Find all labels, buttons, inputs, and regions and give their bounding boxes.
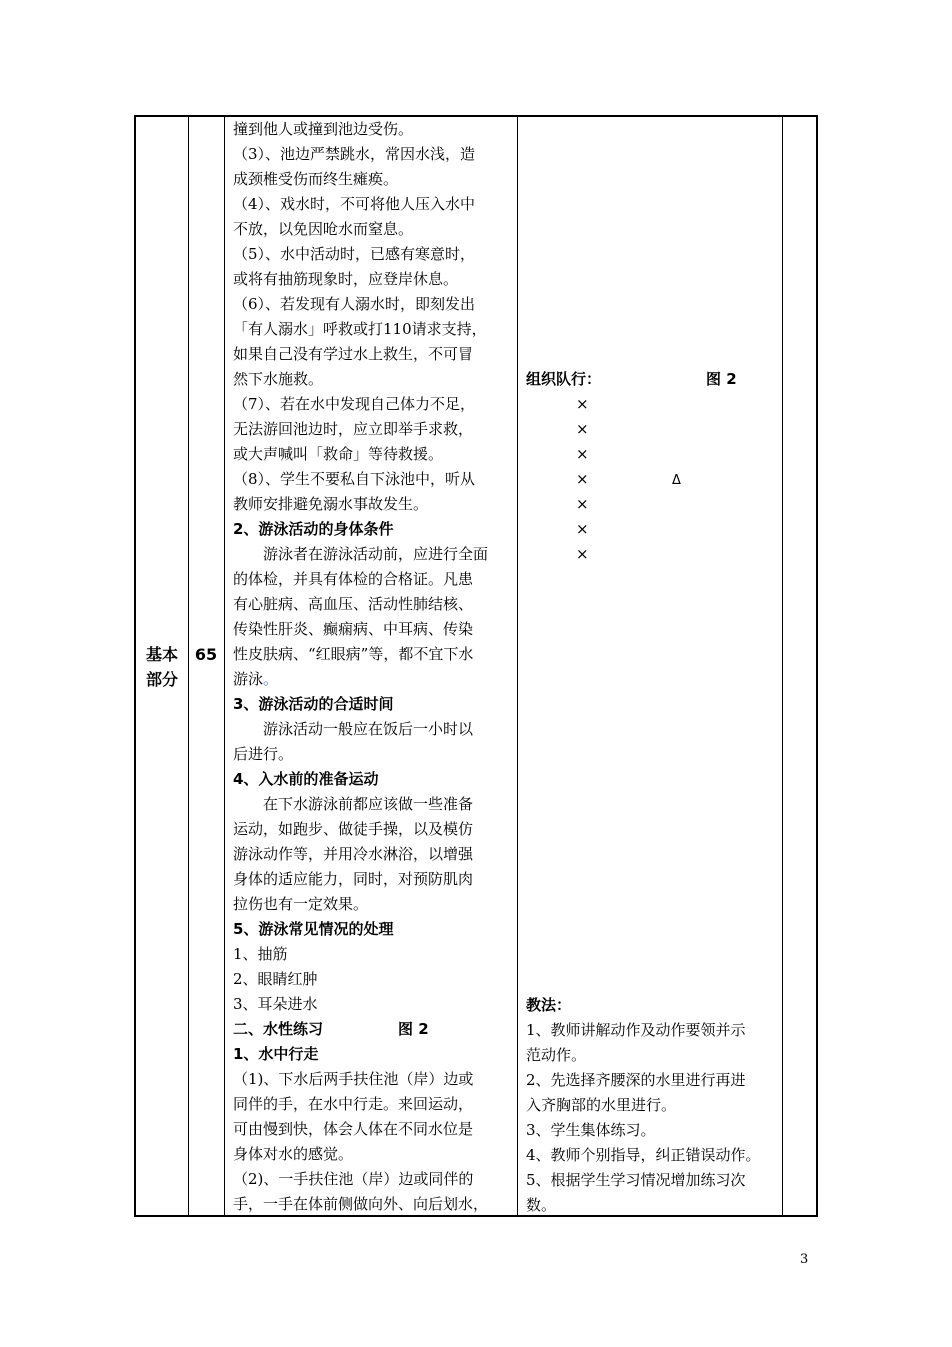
content-line (233, 1042, 488, 1067)
content-line (233, 767, 488, 792)
method-line: 数。 (526, 1196, 557, 1214)
method-line: 4、教师个别指导，纠正错误动作。 (526, 1146, 761, 1164)
content-line (233, 717, 488, 742)
content-line (233, 1117, 488, 1142)
content-line (233, 642, 488, 667)
content-text: 身体的适应能力，同时，对预防肌肉 (233, 870, 474, 888)
lesson-content (233, 117, 488, 1217)
student-marker: × (576, 395, 589, 413)
content-text: 3、耳朵进水 (233, 995, 318, 1013)
column-divider (224, 117, 225, 1215)
section-heading: 4、入水前的准备运动 (233, 770, 379, 788)
content-text: 在下水游泳前都应该做一些准备 (263, 795, 474, 813)
column-divider (782, 117, 783, 1215)
content-line (233, 942, 488, 967)
content-line (233, 1017, 488, 1042)
content-text: 或将有抽筋现象时，应登岸休息。 (233, 270, 459, 288)
content-text: 手，一手在体前侧做向外、向后划水， (233, 1195, 489, 1213)
content-line (233, 742, 488, 767)
content-text: 成颈椎受伤而终生瘫痪。 (233, 170, 399, 188)
content-text: 游泳活动一般应在饭后一小时以 (263, 720, 474, 738)
content-line (233, 1192, 488, 1217)
student-marker: × (576, 470, 589, 488)
punctuation: 。 (263, 670, 279, 688)
method-line: 1、教师讲解动作及动作要领并示 (526, 1021, 746, 1039)
content-text: 1、抽筋 (233, 945, 288, 963)
content-line (233, 467, 488, 492)
method-line: 3、学生集体练习。 (526, 1121, 656, 1139)
student-marker: × (576, 420, 589, 438)
content-line (233, 342, 488, 367)
student-marker: × (576, 545, 589, 563)
content-line (233, 592, 488, 617)
content-text: 教师安排避免溺水事故发生。 (233, 495, 429, 513)
content-text: 然下水施救。 (233, 370, 324, 388)
content-text: （6）、若发现有人溺水时，即刻发出 (233, 295, 476, 313)
content-text: 同伴的手，在水中行走。来回运动， (233, 1095, 474, 1113)
method-list (526, 1018, 761, 1218)
content-text: （8）、学生不要私自下泳池中，听从 (233, 470, 476, 488)
content-line (233, 892, 488, 917)
section-heading: 5、游泳常见情况的处理 (233, 920, 394, 938)
content-line (233, 492, 488, 517)
content-line (233, 667, 488, 692)
method-title: 教法： (526, 996, 572, 1014)
content-line (233, 917, 488, 942)
content-text: 或大声喊叫「救命」等待救援。 (233, 445, 444, 463)
content-text: （1)、下水后两手扶住池（岸）边或 (233, 1070, 474, 1088)
section-heading: 二、水性练习 (233, 1020, 324, 1038)
column-divider (517, 117, 518, 1215)
content-text: 「有人溺水」呼救或打110请求支持， (233, 320, 487, 338)
content-text: 可由慢到快，体会人体在不同水位是 (233, 1120, 474, 1138)
content-line (233, 792, 488, 817)
content-text: 拉伤也有一定效果。 (233, 895, 369, 913)
content-line (233, 1067, 488, 1092)
content-line (233, 192, 488, 217)
student-marker: × (576, 495, 589, 513)
content-line (233, 417, 488, 442)
content-text: 传染性肝炎、癫痫病、中耳病、传染 (233, 620, 474, 638)
content-text: 性皮肤病、“红眼病”等，都不宜下水 (233, 645, 474, 663)
content-line (233, 567, 488, 592)
content-line (233, 542, 488, 567)
method-line: 范动作。 (526, 1046, 587, 1064)
content-text: 的体检，并具有体检的合格证。凡患 (233, 570, 474, 588)
student-marker: × (576, 520, 589, 538)
content-line (233, 842, 488, 867)
organization-figure: 图 2 (706, 370, 737, 388)
content-line (233, 167, 488, 192)
content-line (233, 867, 488, 892)
method-line: 入齐胸部的水里进行。 (526, 1096, 677, 1114)
content-line (233, 217, 488, 242)
content-text: 不放，以免因呛水而窒息。 (233, 220, 414, 238)
section-heading: 1、水中行走 (233, 1045, 319, 1063)
content-line (233, 142, 488, 167)
section-heading: 2、游泳活动的身体条件 (233, 520, 394, 538)
content-text: 如果自己没有学过水上救生，不可冒 (233, 345, 474, 363)
content-line (233, 817, 488, 842)
content-text: （4）、戏水时，不可将他人压入水中 (233, 195, 476, 213)
content-text: （7）、若在水中发现自己体力不足， (233, 395, 476, 413)
organization-title: 组织队行： (526, 370, 602, 388)
content-line (233, 692, 488, 717)
section-label: 基本 部分 (145, 645, 178, 689)
content-text: 游泳 (233, 670, 264, 688)
method-line: 5、根据学生学习情况增加练习次 (526, 1171, 746, 1189)
content-text: 无法游回池边时，应立即举手求救， (233, 420, 474, 438)
content-text: 身体对水的感觉。 (233, 1145, 354, 1163)
content-line (233, 242, 488, 267)
content-text: 有心脏病、高血压、活动性肺结核、 (233, 595, 474, 613)
teacher-marker: Δ (672, 473, 681, 488)
content-line (233, 617, 488, 642)
content-line (233, 317, 488, 342)
page-number: 3 (800, 1252, 809, 1267)
content-text: （3）、池边严禁跳水，常因水浅，造 (233, 145, 476, 163)
content-line (233, 1092, 488, 1117)
lesson-plan-table (134, 115, 818, 1217)
content-text: 后进行。 (233, 745, 294, 763)
content-line (233, 292, 488, 317)
content-line (233, 992, 488, 1017)
content-text: 运动，如跑步、做徒手操，以及模仿 (233, 820, 474, 838)
content-text: 游泳者在游泳活动前，应进行全面 (263, 545, 489, 563)
content-line (233, 442, 488, 467)
content-line (233, 1142, 488, 1167)
content-line (233, 367, 488, 392)
student-marker: × (576, 445, 589, 463)
content-line (233, 517, 488, 542)
content-line (233, 267, 488, 292)
content-line (233, 392, 488, 417)
content-text: （5）、水中活动时，已感有寒意时， (233, 245, 476, 263)
content-text: 撞到他人或撞到池边受伤。 (233, 120, 414, 138)
content-text: 2、眼睛红肿 (233, 970, 318, 988)
time-minutes: 65 (194, 645, 218, 664)
method-line: 2、先选择齐腰深的水里进行再进 (526, 1071, 746, 1089)
content-line (233, 117, 488, 142)
content-text: （2)、一手扶住池（岸）边或同伴的 (233, 1170, 474, 1188)
content-text: 游泳动作等，并用冷水淋浴，以增强 (233, 845, 474, 863)
figure-reference: 图 2 (398, 1020, 429, 1038)
section-heading: 3、游泳活动的合适时间 (233, 695, 394, 713)
content-line (233, 967, 488, 992)
content-line (233, 1167, 488, 1192)
